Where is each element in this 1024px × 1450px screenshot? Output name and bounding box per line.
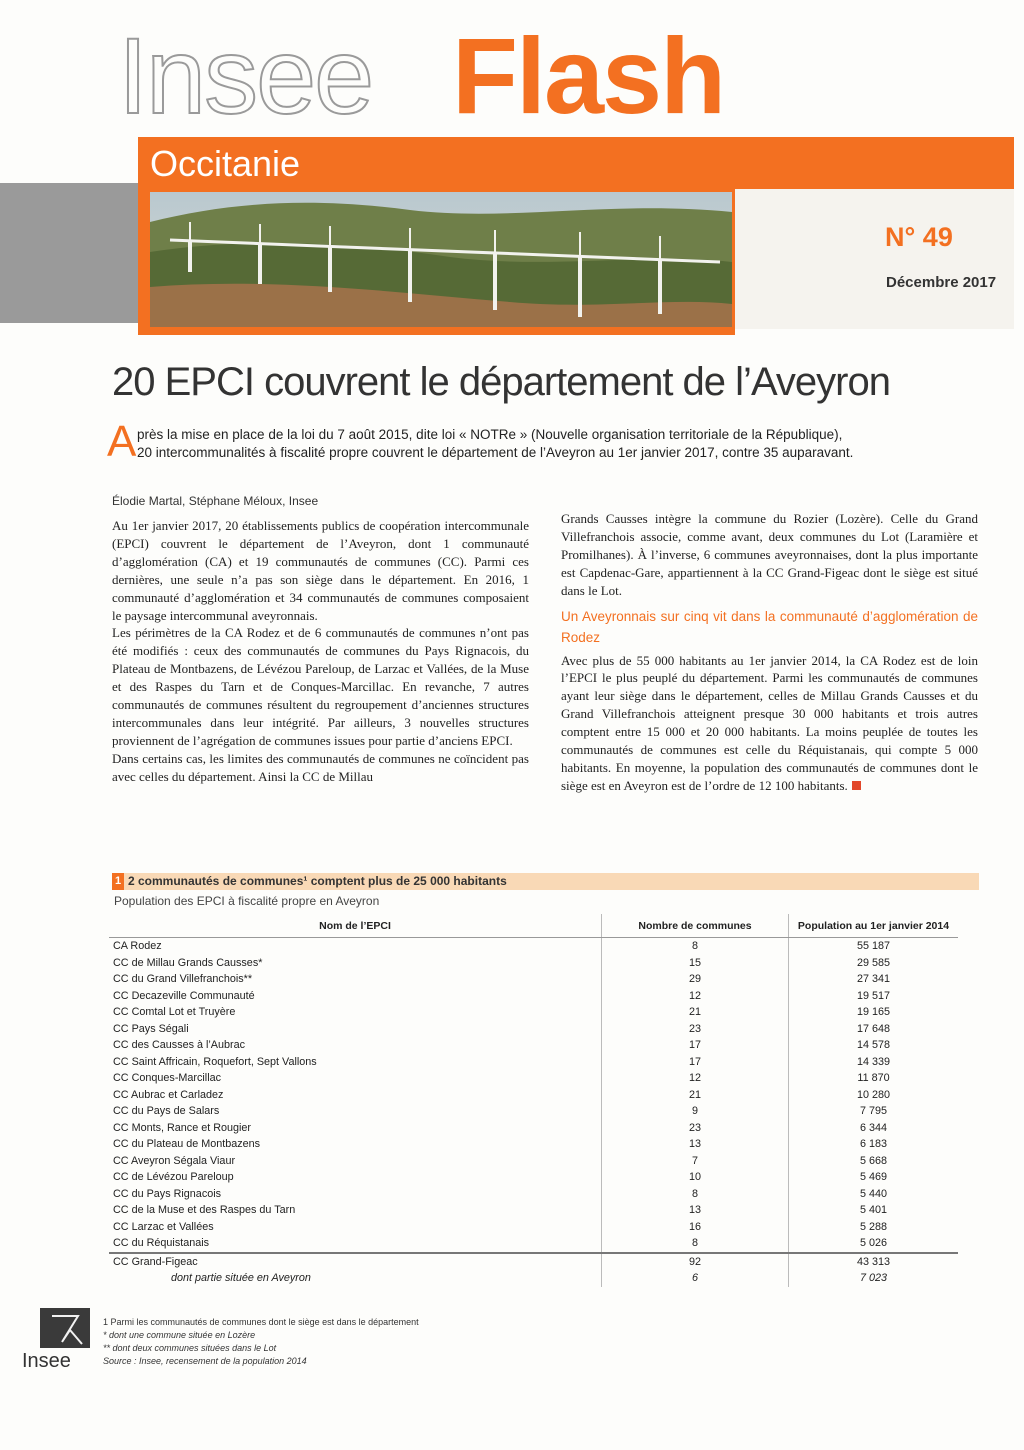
commune-count: 8 <box>602 1186 789 1203</box>
header-commune-count: Nombre de communes <box>602 914 789 938</box>
commune-count: 13 <box>602 1136 789 1153</box>
commune-count: 23 <box>602 1021 789 1038</box>
population: 29 585 <box>789 955 959 972</box>
commune-count: 17 <box>602 1037 789 1054</box>
commune-count: 13 <box>602 1202 789 1219</box>
header-population: Population au 1er janvier 2014 <box>789 914 959 938</box>
table-row-grand-figeac <box>109 1253 958 1271</box>
table-row <box>109 1186 958 1203</box>
population: 14 578 <box>789 1037 959 1054</box>
end-of-article-mark <box>852 781 861 790</box>
table-row <box>109 938 958 955</box>
commune-count: 21 <box>602 1004 789 1021</box>
commune-count: 15 <box>602 955 789 972</box>
table-row <box>109 1021 958 1038</box>
table-row <box>109 1136 958 1153</box>
population: 14 339 <box>789 1054 959 1071</box>
commune-count: 23 <box>602 1120 789 1137</box>
commune-count: 29 <box>602 971 789 988</box>
table-row <box>109 1202 958 1219</box>
insee-logo-icon <box>40 1308 90 1348</box>
table-row <box>109 988 958 1005</box>
issue-number: N° 49 <box>885 222 953 252</box>
epci-name: CC de Millau Grands Causses* <box>113 956 263 969</box>
population: 43 313 <box>789 1253 959 1271</box>
population: 5 026 <box>789 1235 959 1253</box>
lead-line-2: 20 intercommunalités à fiscalité propre couvrent le département de l’Aveyron au 1er janvier 2017, contre 35 auparavant. <box>137 445 854 460</box>
table-row <box>109 971 958 988</box>
epci-name: CC Monts, Rance et Rougier <box>113 1121 252 1134</box>
region-label: Occitanie <box>150 143 301 184</box>
epci-name: CC Aveyron Ségala Viaur <box>113 1154 236 1167</box>
table-subrow-aveyron-part <box>109 1270 958 1287</box>
epci-name: CC Comtal Lot et Truyère <box>113 1006 236 1019</box>
epci-name: CC Grand-Figeac <box>113 1255 198 1268</box>
epci-name: CA Rodez <box>113 940 162 953</box>
article-title: 20 EPCI couvrent le département de l’Aveyron <box>112 360 890 404</box>
epci-name: CC Aubrac et Carladez <box>113 1088 224 1101</box>
epci-name: CC de la Muse et des Raspes du Tarn <box>113 1204 296 1217</box>
population: 5 440 <box>789 1186 959 1203</box>
masthead-gray-band <box>0 183 145 323</box>
population: 6 344 <box>789 1120 959 1137</box>
commune-count: 92 <box>602 1253 789 1271</box>
lead-line-1: près la mise en place de la loi du 7 août 2015, dite loi « NOTRe » (Nouvelle organisation territoriale de la République), <box>137 427 843 442</box>
population: 7 023 <box>789 1270 959 1287</box>
section-subhead: Un Aveyronnais sur cinq vit dans la communauté d’agglomération de Rodez <box>561 608 978 645</box>
table-row <box>109 1120 958 1137</box>
note: * dont une commune située en Lozère <box>103 1330 256 1340</box>
insee-wordmark: Insee <box>118 15 373 136</box>
article-right-column <box>561 510 978 795</box>
epci-population-table <box>109 914 958 1287</box>
population: 5 401 <box>789 1202 959 1219</box>
population: 10 280 <box>789 1087 959 1104</box>
commune-count: 7 <box>602 1153 789 1170</box>
epci-name: CC de Lévézou Pareloup <box>113 1171 234 1184</box>
population: 19 517 <box>789 988 959 1005</box>
paragraph-text: Avec plus de 55 000 habitants au 1er janvier 2014, la CA Rodez est de loin l’EPCI le plus peuplé du département. Parmi les communautés de communes ayant leur siège dans le département, celles de Millau Grands Causses et du Grand Villefranchois atteignent presque 30 000 habitants et trois autres comptent entre 15 000 et 20 000 habitants. La moins peuplée de toutes les communautés de communes est celle du Réquistanais, qui compte 5 000 habitants. En moyenne, la population des communautés de communes dont le siège est en Aveyron est de l’ordre de 12 100 habitants. <box>561 652 978 793</box>
millau-viaduct-photo <box>150 192 732 327</box>
insee-logo-text: Insee <box>22 1350 71 1372</box>
table-row <box>109 955 958 972</box>
epci-name: CC Pays Ségali <box>113 1022 189 1035</box>
epci-name: CC Saint Affricain, Roquefort, Sept Vallons <box>113 1055 317 1068</box>
commune-count: 9 <box>602 1103 789 1120</box>
population: 5 668 <box>789 1153 959 1170</box>
population: 7 795 <box>789 1103 959 1120</box>
table-row <box>109 1103 958 1120</box>
paragraph: Les périmètres de la CA Rodez et de 6 communautés de communes n’ont pas été modifiés : ceux des communautés de communes du Pays Rignacois, du Plateau de Montbazens, de Lévézou Pareloup, de Larzac et Vallées, de la Muse et des Raspes du Tarn et de Conques-Marcillac. En revanche, 7 autres communautés de communes résultent du regroupement d’anciennes structures intercommunales dans leur intégrité. Par ailleurs, 3 nouvelles structures proviennent de l’agrégation de communes issues pour partie d’anciens EPCI. <box>112 625 529 748</box>
epci-name: CC Conques-Marcillac <box>113 1072 222 1085</box>
epci-name: CC Decazeville Communauté <box>113 989 255 1002</box>
issue-date: Décembre 2017 <box>886 274 997 291</box>
epci-name: CC Larzac et Vallées <box>113 1220 214 1233</box>
epci-name: CC du Pays Rignacois <box>113 1187 222 1200</box>
table-row <box>109 1153 958 1170</box>
commune-count: 16 <box>602 1219 789 1236</box>
table-row <box>109 1004 958 1021</box>
paragraph: Dans certains cas, les limites des communautés de communes ne coïncident pas avec celles du département. Ainsi la CC de Millau <box>112 750 529 784</box>
commune-count: 17 <box>602 1054 789 1071</box>
table-title: 2 communautés de communes¹ comptent plus de 25 000 habitants <box>128 874 507 888</box>
table-row <box>109 1219 958 1236</box>
paragraph: Grands Causses intègre la commune du Rozier (Lozère). Celle du Grand Villefranchois associe, comme avant, deux communes du Lot (Laramière et Promilhanes). À l’inverse, 6 communes aveyronnaises, dont la plus importante est Capdenac-Gare, appartiennent à la CC Grand-Figeac dont le siège est situé dans le Lot. <box>561 511 978 598</box>
population: 11 870 <box>789 1070 959 1087</box>
epci-name: CC du Pays de Salars <box>113 1105 220 1118</box>
commune-count: 10 <box>602 1169 789 1186</box>
commune-count: 12 <box>602 1070 789 1087</box>
table-row <box>109 1054 958 1071</box>
population: 55 187 <box>789 938 959 955</box>
population: 17 648 <box>789 1021 959 1038</box>
flash-wordmark: Flash <box>452 15 725 136</box>
commune-count: 6 <box>602 1270 789 1287</box>
commune-count: 12 <box>602 988 789 1005</box>
commune-count: 8 <box>602 938 789 955</box>
note: 1 Parmi les communautés de communes dont le siège est dans le département <box>103 1317 419 1327</box>
paragraph: Au 1er janvier 2017, 20 établissements publics de coopération intercommunale (EPCI) couvrent le département de l’Aveyron, dont 1 communauté d’agglomération (CA) et 19 communautés de communes (CC). Parmi ces dernières, une seule n’a pas son siège dans le département. En 2016, 1 communauté d’agglomération et 34 communautés de communes composaient le paysage intercommunal aveyronnais. <box>112 518 529 623</box>
source-note: Source : Insee, recensement de la population 2014 <box>103 1356 307 1366</box>
epci-name: CC du Réquistanais <box>109 1235 602 1253</box>
population: 5 288 <box>789 1219 959 1236</box>
table-row <box>109 1169 958 1186</box>
table-number: 1 <box>112 873 124 890</box>
population: 27 341 <box>789 971 959 988</box>
table-row <box>109 1235 958 1253</box>
article-left-column <box>112 517 529 786</box>
lead-dropcap: A <box>107 417 137 466</box>
note: ** dont deux communes situées dans le Lot <box>103 1343 277 1353</box>
commune-count: 8 <box>602 1235 789 1253</box>
epci-name: CC des Causses à l’Aubrac <box>113 1039 246 1052</box>
table-row <box>109 1087 958 1104</box>
paragraph <box>561 652 978 795</box>
population: 19 165 <box>789 1004 959 1021</box>
table-notes <box>103 1316 419 1368</box>
masthead-issue-box <box>735 189 1014 329</box>
population: 6 183 <box>789 1136 959 1153</box>
table-header-row <box>109 914 958 938</box>
table-row <box>109 1070 958 1087</box>
table-row <box>109 1037 958 1054</box>
population: 5 469 <box>789 1169 959 1186</box>
authors: Élodie Martal, Stéphane Méloux, Insee <box>112 494 319 508</box>
epci-name: CC du Plateau de Montbazens <box>113 1138 261 1151</box>
table-subtitle: Population des EPCI à fiscalité propre en Aveyron <box>114 894 380 908</box>
epci-name: dont partie située en Aveyron <box>171 1272 311 1285</box>
header-epci-name: Nom de l’EPCI <box>109 914 602 938</box>
commune-count: 21 <box>602 1087 789 1104</box>
epci-name: CC du Grand Villefranchois** <box>113 973 253 986</box>
